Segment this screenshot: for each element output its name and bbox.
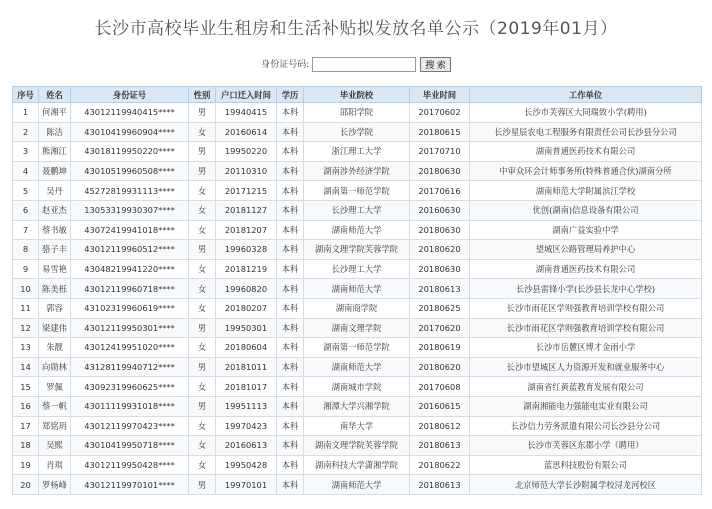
cell-col-graduation-date: 20170620 bbox=[410, 318, 470, 338]
cell-col-school: 湖南涉外经济学院 bbox=[304, 161, 410, 181]
table-row bbox=[13, 416, 702, 436]
cell-col-school: 湖南师范大学 bbox=[304, 279, 410, 299]
cell-col-employer: 湖南普通医药技术有限公司 bbox=[470, 259, 702, 279]
cell-col-degree: 本科 bbox=[277, 181, 304, 201]
cell-col-employer: 优创(湖南)信息设备有限公司 bbox=[470, 200, 702, 220]
cell-col-employer: 湖南湘能电力强能电实业有限公司 bbox=[470, 396, 702, 416]
cell-col-index: 8 bbox=[13, 240, 39, 260]
table-row bbox=[13, 142, 702, 162]
cell-col-graduation-date: 20170710 bbox=[410, 142, 470, 162]
cell-col-hukou-date: 20180207 bbox=[216, 298, 277, 318]
cell-col-hukou-date: 20181219 bbox=[216, 259, 277, 279]
cell-col-id-number: 43128119940712**** bbox=[71, 357, 189, 377]
cell-col-graduation-date: 20180613 bbox=[410, 279, 470, 299]
cell-col-hukou-date: 20181207 bbox=[216, 220, 277, 240]
table-row bbox=[13, 200, 702, 220]
recipient-table bbox=[12, 86, 702, 495]
cell-col-employer: 长沙市雨花区学则强教育培训学校有限公司 bbox=[470, 318, 702, 338]
cell-col-index: 13 bbox=[13, 338, 39, 358]
cell-col-index: 1 bbox=[13, 103, 39, 123]
cell-col-gender: 女 bbox=[189, 279, 216, 299]
cell-col-id-number: 43012119960718**** bbox=[71, 279, 189, 299]
search-button[interactable]: 搜 索 bbox=[420, 57, 451, 72]
cell-col-school: 湖南第一师范学院 bbox=[304, 181, 410, 201]
cell-col-id-number: 13053319930307**** bbox=[71, 200, 189, 220]
cell-col-school: 湖南城市学院 bbox=[304, 377, 410, 397]
cell-col-index: 12 bbox=[13, 318, 39, 338]
table-row bbox=[13, 357, 702, 377]
cell-col-index: 16 bbox=[13, 396, 39, 416]
cell-col-hukou-date: 20160614 bbox=[216, 122, 277, 142]
cell-col-name: 蔡一帆 bbox=[39, 396, 71, 416]
cell-col-name: 罗佩 bbox=[39, 377, 71, 397]
cell-col-hukou-date: 19950220 bbox=[216, 142, 277, 162]
cell-col-school: 长沙理工大学 bbox=[304, 259, 410, 279]
page-title: 长沙市高校毕业生租房和生活补贴拟发放名单公示（2019年01月） bbox=[94, 19, 618, 39]
cell-col-id-number: 43010519960508**** bbox=[71, 161, 189, 181]
cell-col-school: 长沙理工大学 bbox=[304, 200, 410, 220]
cell-col-degree: 本科 bbox=[277, 416, 304, 436]
cell-col-degree: 本科 bbox=[277, 142, 304, 162]
cell-col-id-number: 43012119960512**** bbox=[71, 240, 189, 260]
cell-col-id-number: 43012119970423**** bbox=[71, 416, 189, 436]
cell-col-degree: 本科 bbox=[277, 103, 304, 123]
cell-col-name: 朱靓 bbox=[39, 338, 71, 358]
cell-col-index: 18 bbox=[13, 436, 39, 456]
cell-col-degree: 本科 bbox=[277, 220, 304, 240]
id-number-input[interactable] bbox=[312, 57, 416, 72]
cell-col-degree: 本科 bbox=[277, 455, 304, 475]
cell-col-school: 湖南文理学院芙蓉学院 bbox=[304, 240, 410, 260]
cell-col-name: 何湘平 bbox=[39, 103, 71, 123]
cell-col-gender: 男 bbox=[189, 318, 216, 338]
cell-col-degree: 本科 bbox=[277, 279, 304, 299]
cell-col-id-number: 43092319960625**** bbox=[71, 377, 189, 397]
cell-col-degree: 本科 bbox=[277, 475, 304, 495]
table-row bbox=[13, 436, 702, 456]
cell-col-school: 湖南第一师范学院 bbox=[304, 338, 410, 358]
cell-col-name: 陈美栎 bbox=[39, 279, 71, 299]
table-row bbox=[13, 318, 702, 338]
table-row bbox=[13, 377, 702, 397]
table-row bbox=[13, 475, 702, 495]
cell-col-name: 郭容 bbox=[39, 298, 71, 318]
cell-col-name: 陈洁 bbox=[39, 122, 71, 142]
cell-col-index: 17 bbox=[13, 416, 39, 436]
header-col-degree: 学历 bbox=[277, 87, 304, 103]
table-row bbox=[13, 298, 702, 318]
search-bar bbox=[0, 57, 712, 72]
cell-col-employer: 湖南广益实验中学 bbox=[470, 220, 702, 240]
cell-col-school: 浙江理工大学 bbox=[304, 142, 410, 162]
cell-col-id-number: 43012119970101**** bbox=[71, 475, 189, 495]
cell-col-graduation-date: 20180625 bbox=[410, 298, 470, 318]
cell-col-hukou-date: 19950301 bbox=[216, 318, 277, 338]
cell-col-graduation-date: 20170608 bbox=[410, 377, 470, 397]
cell-col-gender: 男 bbox=[189, 161, 216, 181]
cell-col-degree: 本科 bbox=[277, 338, 304, 358]
cell-col-employer: 蓝思科技股份有限公司 bbox=[470, 455, 702, 475]
cell-col-index: 14 bbox=[13, 357, 39, 377]
cell-col-id-number: 43010419950718**** bbox=[71, 436, 189, 456]
table-row bbox=[13, 161, 702, 181]
cell-col-id-number: 43012119950428**** bbox=[71, 455, 189, 475]
cell-col-id-number: 43011119931018**** bbox=[71, 396, 189, 416]
cell-col-school: 湖南师范大学 bbox=[304, 475, 410, 495]
cell-col-graduation-date: 20180630 bbox=[410, 259, 470, 279]
cell-col-index: 20 bbox=[13, 475, 39, 495]
cell-col-employer: 长沙县雷锋小学(长沙县长龙中心学校) bbox=[470, 279, 702, 299]
table-row bbox=[13, 220, 702, 240]
cell-col-hukou-date: 19960820 bbox=[216, 279, 277, 299]
cell-col-hukou-date: 20171215 bbox=[216, 181, 277, 201]
cell-col-gender: 女 bbox=[189, 416, 216, 436]
header-col-name: 姓名 bbox=[39, 87, 71, 103]
cell-col-employer: 长沙市芙蓉区大同瑞致小学(聘用) bbox=[470, 103, 702, 123]
cell-col-name: 熊湘江 bbox=[39, 142, 71, 162]
cell-col-name: 赵亚杰 bbox=[39, 200, 71, 220]
cell-col-school: 湖南文理学院芙蓉学院 bbox=[304, 436, 410, 456]
cell-col-hukou-date: 20181017 bbox=[216, 377, 277, 397]
table-row bbox=[13, 122, 702, 142]
cell-col-degree: 本科 bbox=[277, 122, 304, 142]
cell-col-school: 湘潭大学兴湘学院 bbox=[304, 396, 410, 416]
table-row bbox=[13, 396, 702, 416]
cell-col-id-number: 43018119950220**** bbox=[71, 142, 189, 162]
cell-col-employer: 长沙市雨花区学则强教育培训学校有限公司 bbox=[470, 298, 702, 318]
cell-col-gender: 女 bbox=[189, 338, 216, 358]
cell-col-hukou-date: 19960328 bbox=[216, 240, 277, 260]
cell-col-employer: 长沙星辰农电工程服务有限责任公司长沙县分公司 bbox=[470, 122, 702, 142]
header-col-hukou-date: 户口迁入时间 bbox=[216, 87, 277, 103]
cell-col-employer: 望城区公路管理局养护中心 bbox=[470, 240, 702, 260]
cell-col-employer: 长沙信力劳务派遣有限公司长沙县分公司 bbox=[470, 416, 702, 436]
cell-col-id-number: 43012119950301**** bbox=[71, 318, 189, 338]
cell-col-gender: 男 bbox=[189, 142, 216, 162]
cell-col-degree: 本科 bbox=[277, 240, 304, 260]
cell-col-gender: 女 bbox=[189, 377, 216, 397]
table-row bbox=[13, 259, 702, 279]
cell-col-hukou-date: 20181127 bbox=[216, 200, 277, 220]
cell-col-school: 湖南科技大学潇湘学院 bbox=[304, 455, 410, 475]
cell-col-gender: 女 bbox=[189, 298, 216, 318]
cell-col-name: 吴丹 bbox=[39, 181, 71, 201]
cell-col-hukou-date: 19951113 bbox=[216, 396, 277, 416]
cell-col-index: 10 bbox=[13, 279, 39, 299]
cell-col-graduation-date: 20160630 bbox=[410, 200, 470, 220]
cell-col-school: 湖南师范大学 bbox=[304, 357, 410, 377]
cell-col-graduation-date: 20180613 bbox=[410, 436, 470, 456]
cell-col-index: 5 bbox=[13, 181, 39, 201]
cell-col-id-number: 43072419941018**** bbox=[71, 220, 189, 240]
cell-col-gender: 男 bbox=[189, 240, 216, 260]
cell-col-gender: 女 bbox=[189, 181, 216, 201]
cell-col-id-number: 43012419951020**** bbox=[71, 338, 189, 358]
cell-col-school: 长沙学院 bbox=[304, 122, 410, 142]
table-row bbox=[13, 279, 702, 299]
cell-col-degree: 本科 bbox=[277, 200, 304, 220]
cell-col-gender: 男 bbox=[189, 396, 216, 416]
cell-col-hukou-date: 20110310 bbox=[216, 161, 277, 181]
cell-col-gender: 男 bbox=[189, 357, 216, 377]
cell-col-index: 2 bbox=[13, 122, 39, 142]
cell-col-hukou-date: 20180604 bbox=[216, 338, 277, 358]
table-row bbox=[13, 338, 702, 358]
cell-col-degree: 本科 bbox=[277, 298, 304, 318]
cell-col-school: 湖南商学院 bbox=[304, 298, 410, 318]
header-col-school: 毕业院校 bbox=[304, 87, 410, 103]
cell-col-index: 7 bbox=[13, 220, 39, 240]
cell-col-degree: 本科 bbox=[277, 259, 304, 279]
cell-col-graduation-date: 20180615 bbox=[410, 122, 470, 142]
cell-col-graduation-date: 20180613 bbox=[410, 475, 470, 495]
cell-col-employer: 湖南师范大学附属滨江学校 bbox=[470, 181, 702, 201]
cell-col-name: 郑铭玥 bbox=[39, 416, 71, 436]
cell-col-gender: 女 bbox=[189, 455, 216, 475]
header-col-id-number: 身份证号 bbox=[71, 87, 189, 103]
cell-col-employer: 湖南省红黄蓝教育发展有限公司 bbox=[470, 377, 702, 397]
cell-col-degree: 本科 bbox=[277, 357, 304, 377]
cell-col-name: 向勋林 bbox=[39, 357, 71, 377]
cell-col-hukou-date: 19950428 bbox=[216, 455, 277, 475]
cell-col-name: 易雪艳 bbox=[39, 259, 71, 279]
cell-col-gender: 女 bbox=[189, 122, 216, 142]
cell-col-gender: 女 bbox=[189, 220, 216, 240]
cell-col-hukou-date: 20160613 bbox=[216, 436, 277, 456]
cell-col-index: 9 bbox=[13, 259, 39, 279]
cell-col-graduation-date: 20180622 bbox=[410, 455, 470, 475]
cell-col-school: 湖南文理学院 bbox=[304, 318, 410, 338]
cell-col-degree: 本科 bbox=[277, 318, 304, 338]
cell-col-index: 15 bbox=[13, 377, 39, 397]
cell-col-id-number: 43102319960619**** bbox=[71, 298, 189, 318]
cell-col-index: 4 bbox=[13, 161, 39, 181]
cell-col-graduation-date: 20180620 bbox=[410, 357, 470, 377]
cell-col-name: 罗杨峰 bbox=[39, 475, 71, 495]
header-col-graduation-date: 毕业时间 bbox=[410, 87, 470, 103]
cell-col-gender: 男 bbox=[189, 475, 216, 495]
cell-col-gender: 男 bbox=[189, 103, 216, 123]
cell-col-hukou-date: 19970423 bbox=[216, 416, 277, 436]
cell-col-degree: 本科 bbox=[277, 161, 304, 181]
cell-col-id-number: 43010419960904**** bbox=[71, 122, 189, 142]
cell-col-name: 聂鹏坤 bbox=[39, 161, 71, 181]
cell-col-employer: 长沙市岳麓区博才金雨小学 bbox=[470, 338, 702, 358]
cell-col-name: 肖琪 bbox=[39, 455, 71, 475]
cell-col-graduation-date: 20170602 bbox=[410, 103, 470, 123]
cell-col-graduation-date: 20180620 bbox=[410, 240, 470, 260]
cell-col-hukou-date: 19940415 bbox=[216, 103, 277, 123]
cell-col-graduation-date: 20180619 bbox=[410, 338, 470, 358]
cell-col-index: 19 bbox=[13, 455, 39, 475]
header-col-employer: 工作单位 bbox=[470, 87, 702, 103]
cell-col-graduation-date: 20170616 bbox=[410, 181, 470, 201]
cell-col-name: 梁建伟 bbox=[39, 318, 71, 338]
cell-col-employer: 长沙市望城区人力资源开发和就业服务中心 bbox=[470, 357, 702, 377]
cell-col-id-number: 43048219941220**** bbox=[71, 259, 189, 279]
cell-col-degree: 本科 bbox=[277, 436, 304, 456]
cell-col-name: 骆子丰 bbox=[39, 240, 71, 260]
cell-col-degree: 本科 bbox=[277, 396, 304, 416]
cell-col-employer: 湖南普通医药技术有限公司 bbox=[470, 142, 702, 162]
cell-col-name: 蔡书敏 bbox=[39, 220, 71, 240]
cell-col-gender: 女 bbox=[189, 200, 216, 220]
header-col-gender: 性别 bbox=[189, 87, 216, 103]
id-number-label: 身份证号码: bbox=[261, 60, 310, 70]
table-header-row bbox=[13, 87, 702, 103]
cell-col-graduation-date: 20180630 bbox=[410, 220, 470, 240]
cell-col-employer: 北京师范大学长沙附属学校浔龙河校区 bbox=[470, 475, 702, 495]
cell-col-graduation-date: 20180612 bbox=[410, 416, 470, 436]
cell-col-school: 邵阳学院 bbox=[304, 103, 410, 123]
cell-col-employer: 长沙市芙蓉区东郡小学（聘用） bbox=[470, 436, 702, 456]
cell-col-graduation-date: 20160615 bbox=[410, 396, 470, 416]
cell-col-index: 11 bbox=[13, 298, 39, 318]
header-col-index: 序号 bbox=[13, 87, 39, 103]
table-row bbox=[13, 181, 702, 201]
cell-col-degree: 本科 bbox=[277, 377, 304, 397]
cell-col-name: 吴熙 bbox=[39, 436, 71, 456]
cell-col-gender: 女 bbox=[189, 436, 216, 456]
cell-col-hukou-date: 19970101 bbox=[216, 475, 277, 495]
cell-col-index: 3 bbox=[13, 142, 39, 162]
cell-col-hukou-date: 20181011 bbox=[216, 357, 277, 377]
cell-col-index: 6 bbox=[13, 200, 39, 220]
cell-col-gender: 女 bbox=[189, 259, 216, 279]
cell-col-id-number: 43012119940415**** bbox=[71, 103, 189, 123]
table-row bbox=[13, 103, 702, 123]
cell-col-school: 南华大学 bbox=[304, 416, 410, 436]
table-row bbox=[13, 240, 702, 260]
cell-col-employer: 中审众环会计师事务所(特殊普通合伙)湖南分所 bbox=[470, 161, 702, 181]
table-row bbox=[13, 455, 702, 475]
cell-col-graduation-date: 20180630 bbox=[410, 161, 470, 181]
cell-col-school: 湖南师范大学 bbox=[304, 220, 410, 240]
cell-col-id-number: 45272819931113**** bbox=[71, 181, 189, 201]
